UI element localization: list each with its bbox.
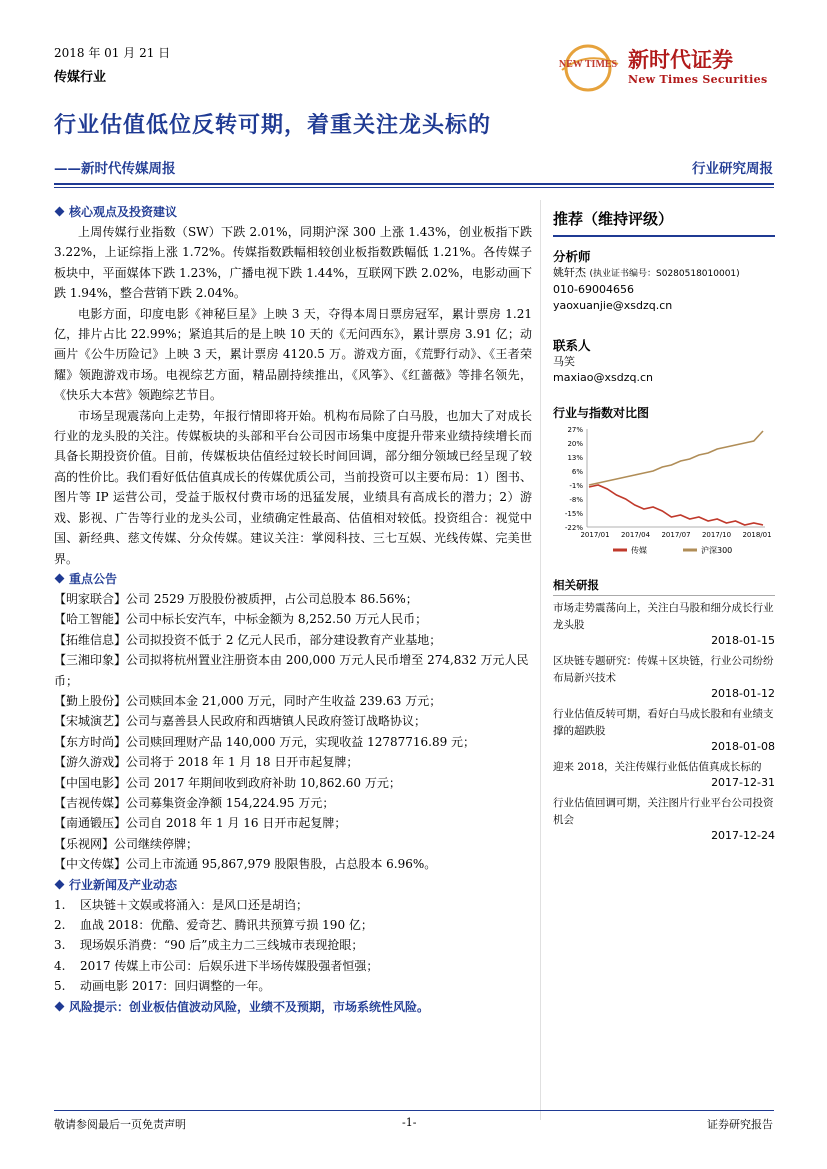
analyst-phone: 010-69004656 xyxy=(553,283,634,296)
related-report-title[interactable]: 行业估值回调可期，关注图片行业平台公司投资机会 xyxy=(553,797,774,826)
related-reports-heading: 相关研报 xyxy=(553,578,599,592)
analyst-name-line xyxy=(553,265,775,282)
chart-y-tick-label: -8% xyxy=(569,496,583,504)
chart-title: 行业与指数对比图 xyxy=(553,406,650,420)
column-divider xyxy=(540,200,541,1120)
announcement-company: 【乐视网】 xyxy=(54,836,115,851)
chart-y-tick-label: 20% xyxy=(567,440,583,448)
announcement-item xyxy=(54,630,532,650)
report-type: 行业研究周报 xyxy=(692,161,773,177)
diamond-bullet-icon xyxy=(55,1001,65,1011)
chart-x-tick-label: 2017/07 xyxy=(661,531,691,539)
announcement-list xyxy=(54,589,532,875)
industry-label: 传媒行业 xyxy=(54,70,107,85)
announcement-text: 公司上市流通 95,867,979 股限售股，占总股本 6.96%。 xyxy=(126,857,437,872)
related-report-date: 2018-01-15 xyxy=(711,634,775,647)
news-text: 动画电影 2017：回归调整的一年。 xyxy=(80,979,271,994)
analyst-email[interactable]: yaoxuanjie@xsdzq.cn xyxy=(553,299,673,312)
announcement-company: 【南通锻压】 xyxy=(54,816,127,831)
chart-legend-label-1: 沪深300 xyxy=(701,546,733,555)
footer-divider xyxy=(54,1110,774,1111)
announcements-heading-text: 重点公告 xyxy=(69,571,118,586)
news-text: 区块链＋文娱或将涌入：是风口还是胡诌； xyxy=(80,897,309,912)
announcement-company: 【哈工智能】 xyxy=(54,612,127,627)
related-report-date: 2018-01-12 xyxy=(711,687,775,700)
announcement-company: 【明家联合】 xyxy=(54,591,127,606)
announcement-text: 公司赎回理财产品 140,000 万元，实现收益 12787716.89 元； xyxy=(126,734,476,749)
rating-divider xyxy=(553,235,775,237)
chart-x-tick-label: 2017/04 xyxy=(620,531,651,539)
diamond-bullet-icon xyxy=(55,207,65,217)
diamond-bullet-icon xyxy=(55,573,65,583)
announcement-company: 【拓维信息】 xyxy=(54,632,127,647)
section-news-heading xyxy=(54,875,532,895)
news-item xyxy=(54,915,532,935)
chart-series-line-0 xyxy=(589,485,763,525)
news-number: 1. xyxy=(54,897,66,912)
news-text: 现场娱乐消费：“90 后”成主力二三线城市表现抢眼； xyxy=(80,938,364,953)
news-number: 3. xyxy=(54,938,66,953)
chart-y-tick-label: -22% xyxy=(564,524,583,532)
chart-y-tick-label: 13% xyxy=(567,454,583,462)
announcement-text: 公司将于 2018 年 1 月 18 日开市起复牌； xyxy=(126,755,359,770)
announcement-text: 公司中标长安汽车，中标金额为 8,252.50 万元人民币； xyxy=(126,612,428,627)
announcement-item xyxy=(54,609,532,629)
news-item xyxy=(54,935,532,955)
announcement-text: 公司与嘉善县人民政府和西塘镇人民政府签订战略协议； xyxy=(126,714,427,729)
news-item xyxy=(54,895,532,915)
page-number: -1- xyxy=(402,1116,417,1129)
risk-label: 风险提示： xyxy=(69,999,130,1014)
main-content xyxy=(54,202,532,1017)
related-report-title[interactable]: 市场走势震荡向上，关注白马股和细分成长行业龙头股 xyxy=(553,602,774,631)
comparison-chart-svg xyxy=(553,423,775,563)
news-number: 2. xyxy=(54,918,66,932)
announcement-item xyxy=(54,711,532,731)
contact-name: 马笑 xyxy=(553,355,575,368)
report-subtitle: ——新时代传媒周报 xyxy=(54,161,176,177)
news-text: 2017 传媒上市公司：后娱乐进下半场传媒股强者恒强； xyxy=(80,958,379,973)
announcement-text: 公司拟将杭州置业注册资本由 200,000 万元人民币增至 274,832 万元人民币； xyxy=(54,653,529,688)
announcement-item xyxy=(54,854,532,874)
header-divider-thin xyxy=(54,187,774,188)
risk-warning xyxy=(54,997,532,1017)
core-heading-text: 核心观点及投资建议 xyxy=(69,205,178,219)
announcement-item xyxy=(54,773,532,793)
related-report-date: 2017-12-24 xyxy=(711,829,775,842)
announcement-item xyxy=(54,732,532,752)
logo-mark-text: NEW TIMES xyxy=(558,59,618,70)
announcement-item xyxy=(54,813,532,833)
core-paragraph: 上周传媒行业指数（SW）下跌 2.01%，同期沪深 300 上涨 1.43%，创业板指下跌 3.22%，上证综指上涨 1.72%。传媒指数跌幅相较创业板指数跌幅低 1.21%。各传媒子板块中，平面媒体下跌 1.23%，广播电视下跌 1.44%，互联网下跌 2.02%，电影动画下跌 1.94%，整合营销下跌 2.04%。 xyxy=(54,225,532,301)
chart-y-tick-label: 27% xyxy=(567,426,583,434)
contact-email[interactable]: maxiao@xsdzq.cn xyxy=(553,371,653,384)
risk-text: 创业板估值波动风险，业绩不及预期，市场系统性风险。 xyxy=(129,999,430,1014)
analyst-heading: 分析师 xyxy=(553,249,591,264)
related-report-date: 2017-12-31 xyxy=(711,776,775,789)
announcement-text: 公司募集资金净额 154,224.95 万元； xyxy=(126,795,335,810)
chart-legend-label-0: 传媒 xyxy=(631,546,647,555)
news-number: 4. xyxy=(54,958,66,973)
chart-x-tick-label: 2018/01 xyxy=(742,531,772,539)
announcement-text: 公司继续停牌； xyxy=(114,836,199,851)
analyst-cert: (执业证书编号：S0280518010001) xyxy=(589,269,740,279)
core-paragraph: 市场呈现震荡向上走势，年报行情即将开始。机构布局除了白马股，也加大了对成长行业的龙头股的关注。传媒板块的头部和平台公司因市场集中度提升带来业绩持续增长而具备长期投资价值。目前，传媒板块估值经过较长时间回调，部分细分领域已经呈现了较高的性价比。我们看好低估值真成长的传媒优质公司，当前投资可以主要布局：1）图书、图片等 IP 运营公司，受益于版权付费市场的迅猛发展，业绩具有高成长的潜力；2）游戏、影视、广告等行业的龙头公司，业绩确定性最高、估值相对较低。投资组合：视觉中国、新经典、慈文传媒、分众传媒。建议关注：掌阅科技、三七互娱、光线传媒、完美世界。 xyxy=(54,408,532,566)
related-report-date: 2018-01-08 xyxy=(711,740,775,753)
related-report-title[interactable]: 区块链专题研究：传媒＋区块链，行业公司纷纷布局新兴技术 xyxy=(553,655,774,684)
announcement-company: 【游久游戏】 xyxy=(54,755,127,770)
announcement-company: 【勤上股份】 xyxy=(54,693,127,708)
sidebar xyxy=(553,200,775,848)
footer-disclaimer: 敬请参阅最后一页免责声明 xyxy=(54,1118,186,1131)
chart-x-tick-label: 2017/01 xyxy=(580,531,610,539)
announcement-text: 公司赎回本金 21,000 万元，同时产生收益 239.63 万元； xyxy=(126,693,442,708)
announcement-company: 【吉视传媒】 xyxy=(54,795,127,810)
section-announcements-heading xyxy=(54,569,532,589)
announcement-item xyxy=(54,691,532,711)
announcement-item xyxy=(54,752,532,772)
news-heading-text: 行业新闻及产业动态 xyxy=(69,877,178,892)
announcement-text: 公司自 2018 年 1 月 16 日开市起复牌； xyxy=(126,816,347,831)
announcement-company: 【中文传媒】 xyxy=(54,857,127,872)
announcement-item xyxy=(54,793,532,813)
news-number: 5. xyxy=(54,979,66,994)
announcement-company: 【宋城演艺】 xyxy=(54,714,127,729)
announcement-item xyxy=(54,834,532,854)
company-logo xyxy=(556,40,776,96)
analyst-name: 姚轩杰 xyxy=(553,266,586,279)
announcement-text: 公司拟投资不低于 2 亿元人民币，部分建设教育产业基地； xyxy=(126,632,442,647)
announcement-company: 【中国电影】 xyxy=(54,775,127,790)
chart-y-tick-label: 6% xyxy=(571,468,583,476)
diamond-bullet-icon xyxy=(55,879,65,889)
rating-recommendation: 推荐（维持评级） xyxy=(553,210,674,228)
header-divider xyxy=(54,183,774,185)
chart-y-tick-label: -1% xyxy=(569,482,583,490)
contact-heading: 联系人 xyxy=(553,338,591,353)
related-report-title[interactable]: 行业估值反转可期，看好白马成长股和有业绩支撑的超跌股 xyxy=(553,708,774,737)
section-core-heading xyxy=(54,202,532,222)
news-item xyxy=(54,976,532,996)
news-item xyxy=(54,956,532,976)
logo-emblem-icon xyxy=(556,40,626,96)
news-text: 血战 2018：优酷、爱奇艺、腾讯共预算亏损 190 亿； xyxy=(80,918,373,932)
announcement-company: 【东方时尚】 xyxy=(54,734,127,749)
related-reports-list xyxy=(553,600,775,842)
announcement-item xyxy=(54,650,532,691)
announcement-item xyxy=(54,589,532,609)
announcement-company: 【三湘印象】 xyxy=(54,653,127,668)
report-date: 2018 年 01 月 21 日 xyxy=(54,46,171,60)
logo-en-text: New Times Securities xyxy=(628,73,768,86)
news-list xyxy=(54,895,532,997)
page-title: 行业估值低位反转可期，着重关注龙头标的 xyxy=(54,112,492,138)
chart-y-tick-label: -15% xyxy=(564,510,583,518)
announcement-text: 公司 2529 万股股份被质押，占公司总股本 86.56%； xyxy=(126,591,418,606)
logo-cn-text: 新时代证券 xyxy=(628,47,733,72)
core-paragraph: 电影方面，印度电影《神秘巨星》上映 3 天，夺得本周日票房冠军，累计票房 1.21 亿，排片占比 22.99%；紧追其后的是上映 10 天的《无问西东》，累计票房 3.91 亿；动画片《公牛历险记》上映 3 天，累计票房 4120.5 万。游戏方面，《荒野行动》、《王者荣耀》领跑游戏市场。电视综艺方面，精品剧持续推出，《风筝》、《红蔷薇》等排名领先，《快乐大本营》领跑综艺节目。 xyxy=(54,306,532,403)
comparison-chart xyxy=(553,423,775,567)
announcement-text: 公司 2017 年期间收到政府补助 10,862.60 万元； xyxy=(126,775,401,790)
footer-report-label: 证券研究报告 xyxy=(707,1118,773,1131)
related-divider xyxy=(553,595,775,596)
chart-series-line-1 xyxy=(589,431,763,485)
chart-x-tick-label: 2017/10 xyxy=(701,531,732,539)
related-report-title[interactable]: 迎来 2018，关注传媒行业低估值真成长标的 xyxy=(553,761,762,773)
